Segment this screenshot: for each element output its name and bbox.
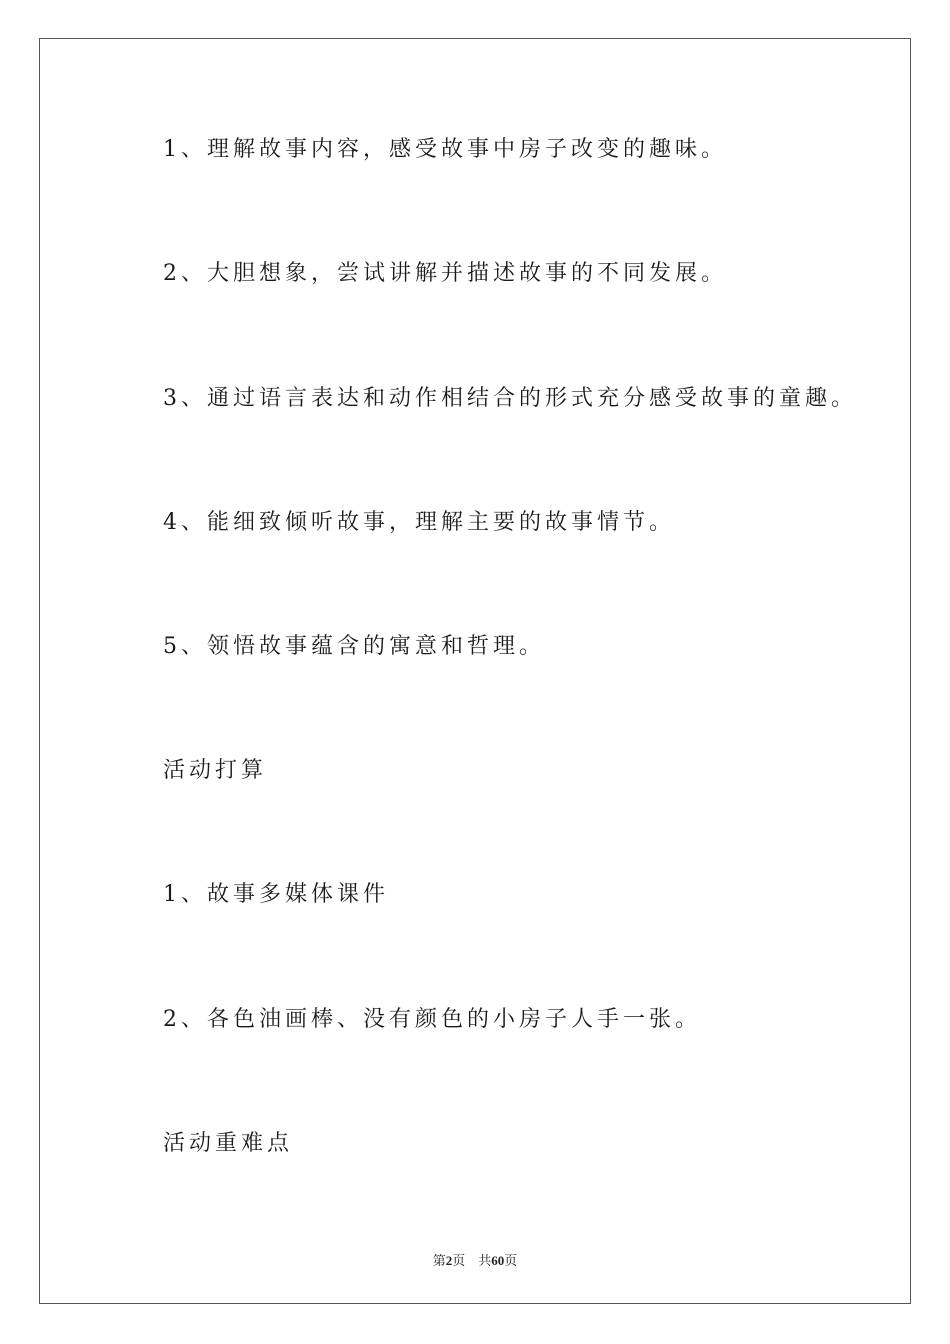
objective-5: 5、领悟故事蕴含的寓意和哲理。	[163, 634, 545, 659]
objective-3: 3、通过语言表达和动作相结合的形式充分感受故事的童趣。	[163, 386, 857, 411]
footer-page-prefix: 第	[432, 1253, 446, 1268]
section-heading-key-points: 活动重难点	[163, 1131, 294, 1156]
footer-total-suffix: 页	[504, 1253, 518, 1268]
objective-4: 4、能细致倾听故事，理解主要的故事情节。	[163, 510, 675, 535]
page-border	[39, 38, 911, 1304]
footer-total-pages: 60	[491, 1253, 505, 1268]
section-heading-preparation: 活动打算	[163, 758, 268, 783]
footer-page-number: 2	[445, 1253, 453, 1268]
preparation-item-1: 1、故事多媒体课件	[163, 882, 389, 907]
footer-total-prefix: 共	[478, 1253, 492, 1268]
objective-2: 2、大胆想象，尝试讲解并描述故事的不同发展。	[163, 261, 727, 286]
page-footer	[0, 1250, 950, 1269]
footer-page-suffix: 页	[452, 1253, 466, 1268]
preparation-item-2: 2、各色油画棒、没有颜色的小房子人手一张。	[163, 1007, 701, 1032]
objective-1: 1、理解故事内容，感受故事中房子改变的趣味。	[163, 137, 727, 162]
